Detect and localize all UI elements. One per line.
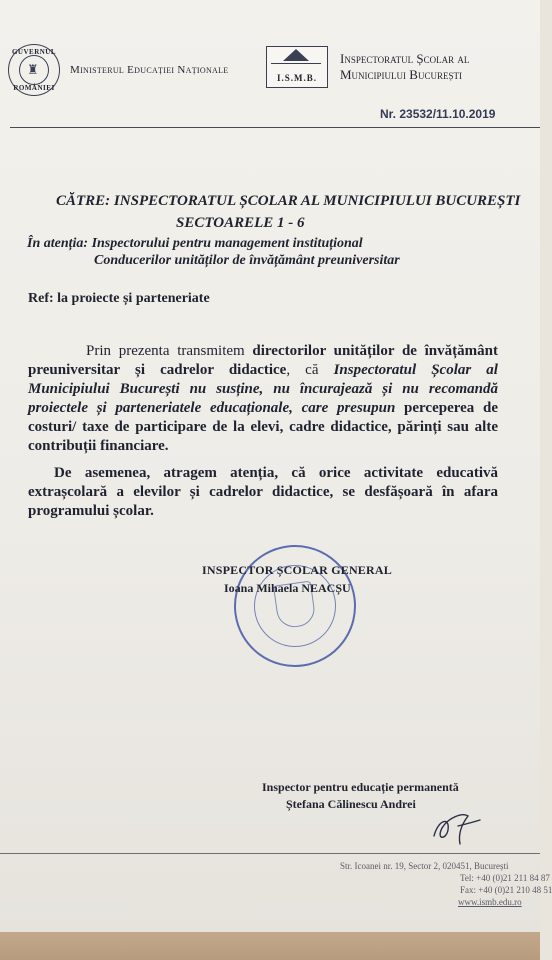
body-paragraph-1 bbox=[28, 342, 498, 456]
footer-address: Str. Icoanei nr. 19, Sector 2, 020451, București bbox=[340, 861, 509, 871]
contact-block bbox=[340, 860, 552, 908]
permanent-education-inspector-name: Ștefana Călinescu Andrei bbox=[286, 797, 416, 811]
footer-divider bbox=[0, 853, 540, 854]
isj-name bbox=[340, 51, 469, 83]
reference-line: Ref: la proiecte și parteneriate bbox=[28, 291, 210, 306]
p1-text-c: , că bbox=[286, 362, 334, 378]
building-roof-icon bbox=[271, 49, 321, 64]
general-inspector-title: INSPECTOR ȘCOLAR GENERAL bbox=[202, 563, 392, 577]
permanent-education-inspector-title: Inspector pentru educație permanentă bbox=[262, 780, 459, 794]
handwritten-signature-icon bbox=[428, 806, 484, 848]
government-seal-icon bbox=[8, 44, 60, 96]
attention-line-1: În atenția: Inspectorului pentru management instituțional bbox=[27, 236, 363, 251]
footer-fax: Fax: +40 (0)21 210 48 51 bbox=[460, 885, 552, 895]
attention-line-2: Conducerilor unităților de învățământ preuniversitar bbox=[94, 253, 400, 268]
general-inspector-name: Ioana Mihaela NEACȘU bbox=[224, 581, 351, 595]
p1-text-e: perceperea de costuri/ taxe de participare de la elevi, cadre didactice, părinți sau alte contribuții financiare. bbox=[28, 400, 498, 454]
isj-name-line1: Inspectoratul Școlar al bbox=[340, 51, 470, 66]
recipient-sectors: SECTOARELE 1 - 6 bbox=[176, 215, 305, 231]
official-stamp-icon bbox=[226, 537, 364, 675]
footer-website: www.ismb.edu.ro bbox=[458, 897, 522, 907]
p1-text-b: directorilor unităților de învățământ preuniversitar și cadrelor didactice bbox=[28, 343, 498, 378]
table-surface bbox=[0, 932, 540, 960]
logo-abbreviation: I.S.M.B. bbox=[276, 73, 317, 83]
p1-text-d: Inspectoratul Școlar al Municipiului București nu susține, nu încurajează și nu recomandă proiectele și parteneriatele educaționale, care presupun bbox=[28, 362, 498, 416]
seal-text-bottom: ROMÂNIEI bbox=[13, 84, 55, 92]
ministry-name: Ministerul Educației Naționale bbox=[70, 64, 229, 76]
isj-name-line2: Municipiului București bbox=[340, 67, 462, 82]
ismb-logo-icon bbox=[266, 46, 328, 88]
ministry-header bbox=[8, 44, 228, 96]
footer-tel: Tel: +40 (0)21 211 84 87 bbox=[460, 873, 550, 883]
body-paragraph-2: De asemenea, atragem atenția, că orice activitate educativă extrașcolară a elevilor și cadrelor didactice, se desfășoară în afara programului școlar. bbox=[28, 465, 498, 519]
isj-header bbox=[266, 46, 469, 88]
seal-text-top: GUVERNUL bbox=[11, 48, 57, 56]
header-divider bbox=[10, 127, 540, 128]
registration-number: Nr. 23532/11.10.2019 bbox=[380, 107, 496, 121]
eagle-icon: ♜ bbox=[27, 62, 39, 77]
recipient-line: CĂTRE: INSPECTORATUL ȘCOLAR AL MUNICIPIULUI BUCUREȘTI bbox=[56, 193, 521, 209]
p1-text-a: Prin prezenta transmitem bbox=[86, 343, 253, 359]
